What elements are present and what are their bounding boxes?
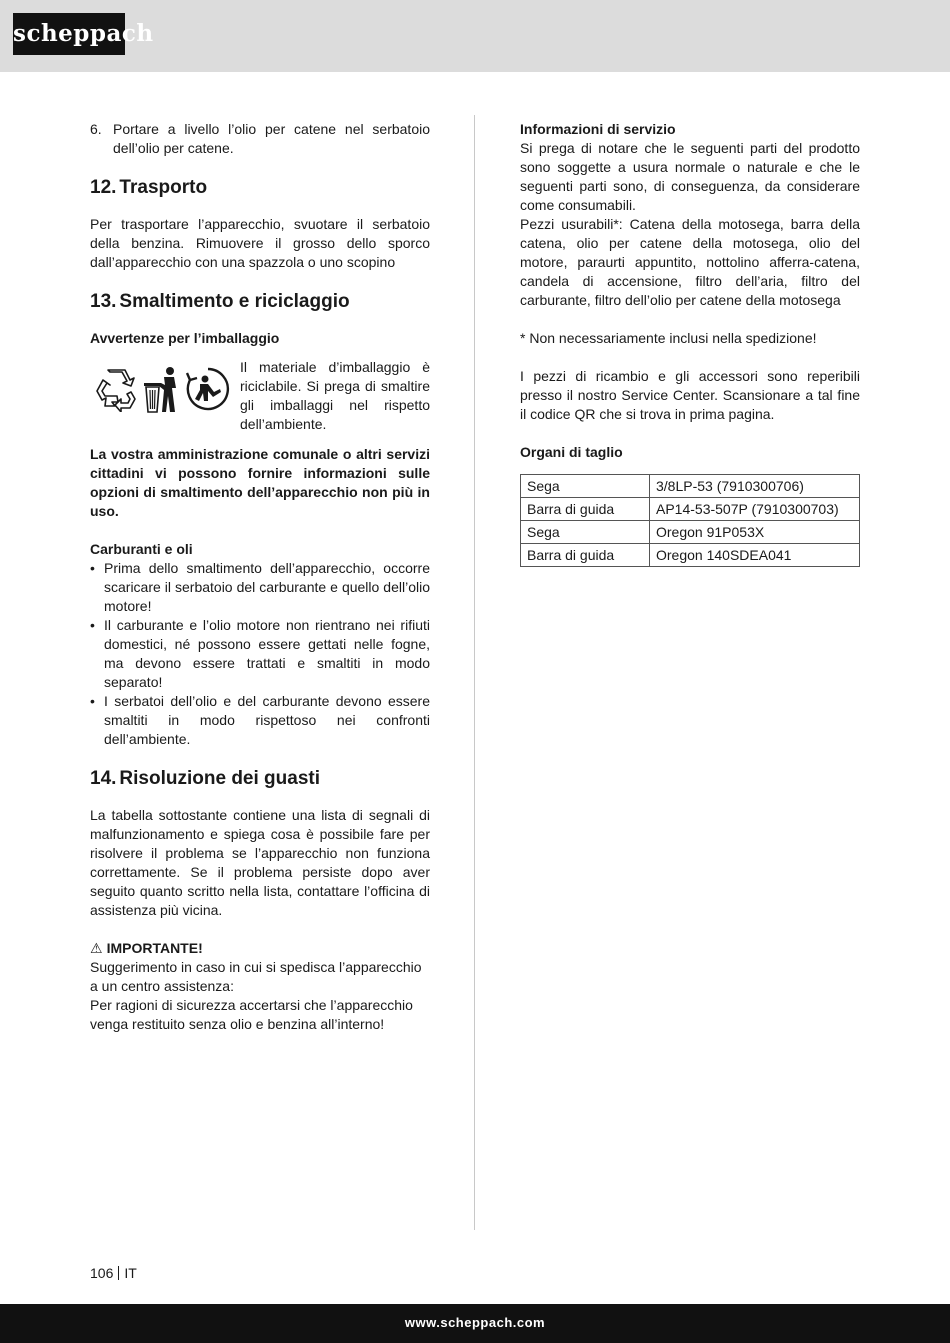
section-number: 12. <box>90 177 117 198</box>
table-row <box>521 544 860 567</box>
step-number: 6. <box>90 121 102 137</box>
wear-parts-text: Pezzi usurabili*: Catena della motosega, barra della catena, olio per catene della motosega, olio del motore, paraurti appuntito, nottolino afferra-catena, candela di accensione, filtro dell’aria, filtro del carburante, filtro dell’olio per catene della motosega <box>520 216 860 308</box>
scheppach-logo: scheppach <box>13 13 125 55</box>
table-cell: AP14-53-507P (7910300703) <box>650 498 860 521</box>
language-code: IT <box>124 1265 137 1281</box>
section-title: Smaltimento e riciclaggio <box>119 291 350 312</box>
section-13-heading <box>90 290 430 314</box>
warning-title: IMPORTANTE! <box>106 940 203 956</box>
transport-text: Per trasportare l’apparecchio, svuotare il serbatoio della benzina. Rimuovere il grosso dello sporco dall’apparecchio con una spazzola o uno scopino <box>90 216 430 270</box>
cutting-table <box>520 474 860 567</box>
table-cell: Sega <box>521 521 650 544</box>
disposal-icons <box>90 358 240 418</box>
troubleshooting-text: La tabella sottostante contiene una lista di segnali di malfunzionamento e spiega cosa è possibile fare per risolvere il problema se l’apparecchio non funziona correttamente. Se il problema persiste dopo aver seguito quanto scritto nella lista, contattare l’officina di assistenza più vicina. <box>90 807 430 918</box>
table-cell: 3/8LP-53 (7910300706) <box>650 475 860 498</box>
packaging-block <box>90 358 430 434</box>
header-band <box>0 0 950 72</box>
fuels-heading: Carburanti e oli <box>90 541 193 557</box>
table-row <box>521 498 860 521</box>
list-item: • Il carburante e l’olio motore non rientrano nei rifiuti domestici, né possono essere gettati nelle fogne, ma devono essere trattati e smaltiti in modo separato! <box>90 616 430 692</box>
fuels-list <box>90 559 430 749</box>
warning-heading <box>90 939 430 958</box>
triman-icon <box>184 365 232 413</box>
cutting-heading: Organi di taglio <box>520 444 623 460</box>
list-item: • I serbatoi dell’olio e del carburante devono essere smaltiti in modo rispettoso nei confronti dell’ambiente. <box>90 692 430 749</box>
trash-bin-person-icon <box>142 366 182 414</box>
section-number: 13. <box>90 291 117 312</box>
packaging-text: Il materiale d’imballaggio è riciclabile. Si prega di smaltire gli imballaggi nel rispetto dell’ambiente. <box>240 359 430 432</box>
page-number-value: 106 <box>90 1265 114 1281</box>
page-separator <box>118 1266 119 1280</box>
column-divider <box>474 115 475 1230</box>
section-title: Risoluzione dei guasti <box>119 768 320 789</box>
right-column <box>520 120 860 567</box>
table-cell: Sega <box>521 475 650 498</box>
authority-text: La vostra amministrazione comunale o altri servizi cittadini vi possono fornire informazioni sulle opzioni di smaltimento dell’apparecchio non più in uso. <box>90 446 430 519</box>
section-number: 14. <box>90 768 117 789</box>
step-text: Portare a livello l’olio per catene nel serbatoio dell’olio per catene. <box>113 121 430 156</box>
table-cell: Oregon 91P053X <box>650 521 860 544</box>
warning-icon: ⚠ <box>90 940 103 956</box>
spare-parts-text: I pezzi di ricambio e gli accessori sono reperibili presso il nostro Service Center. Scansionare a tal fine il codice QR che si trova in prima pagina. <box>520 368 860 422</box>
section-title: Trasporto <box>119 177 208 198</box>
section-12-heading <box>90 176 430 200</box>
table-cell: Barra di guida <box>521 498 650 521</box>
table-row <box>521 521 860 544</box>
list-item: • Prima dello smaltimento dell’apparecchio, occorre scaricare il serbatoio del carburante e quello dell’olio motore! <box>90 559 430 616</box>
table-row <box>521 475 860 498</box>
warning-text-2: Per ragioni di sicurezza accertarsi che l’apparecchio venga restituito senza olio e benzina all’interno! <box>90 997 413 1032</box>
table-cell: Barra di guida <box>521 544 650 567</box>
left-column <box>90 120 430 1034</box>
section-14-heading <box>90 767 430 791</box>
packaging-heading: Avvertenze per l’imballaggio <box>90 330 280 346</box>
step-6 <box>90 120 430 158</box>
table-cell: Oregon 140SDEA041 <box>650 544 860 567</box>
recycle-icon <box>93 366 139 412</box>
service-text: Si prega di notare che le seguenti parti del prodotto sono soggette a usura normale o naturale e che le seguenti parti sono, di conseguenza, da considerare come consumabili. <box>520 140 860 213</box>
service-heading: Informazioni di servizio <box>520 121 676 137</box>
page-number <box>90 1264 137 1283</box>
website-url: www.scheppach.com <box>404 1315 546 1330</box>
warning-text-1: Suggerimento in caso in cui si spedisca l’apparecchio a un centro assistenza: <box>90 959 422 994</box>
footnote-text: * Non necessariamente inclusi nella spedizione! <box>520 330 817 346</box>
